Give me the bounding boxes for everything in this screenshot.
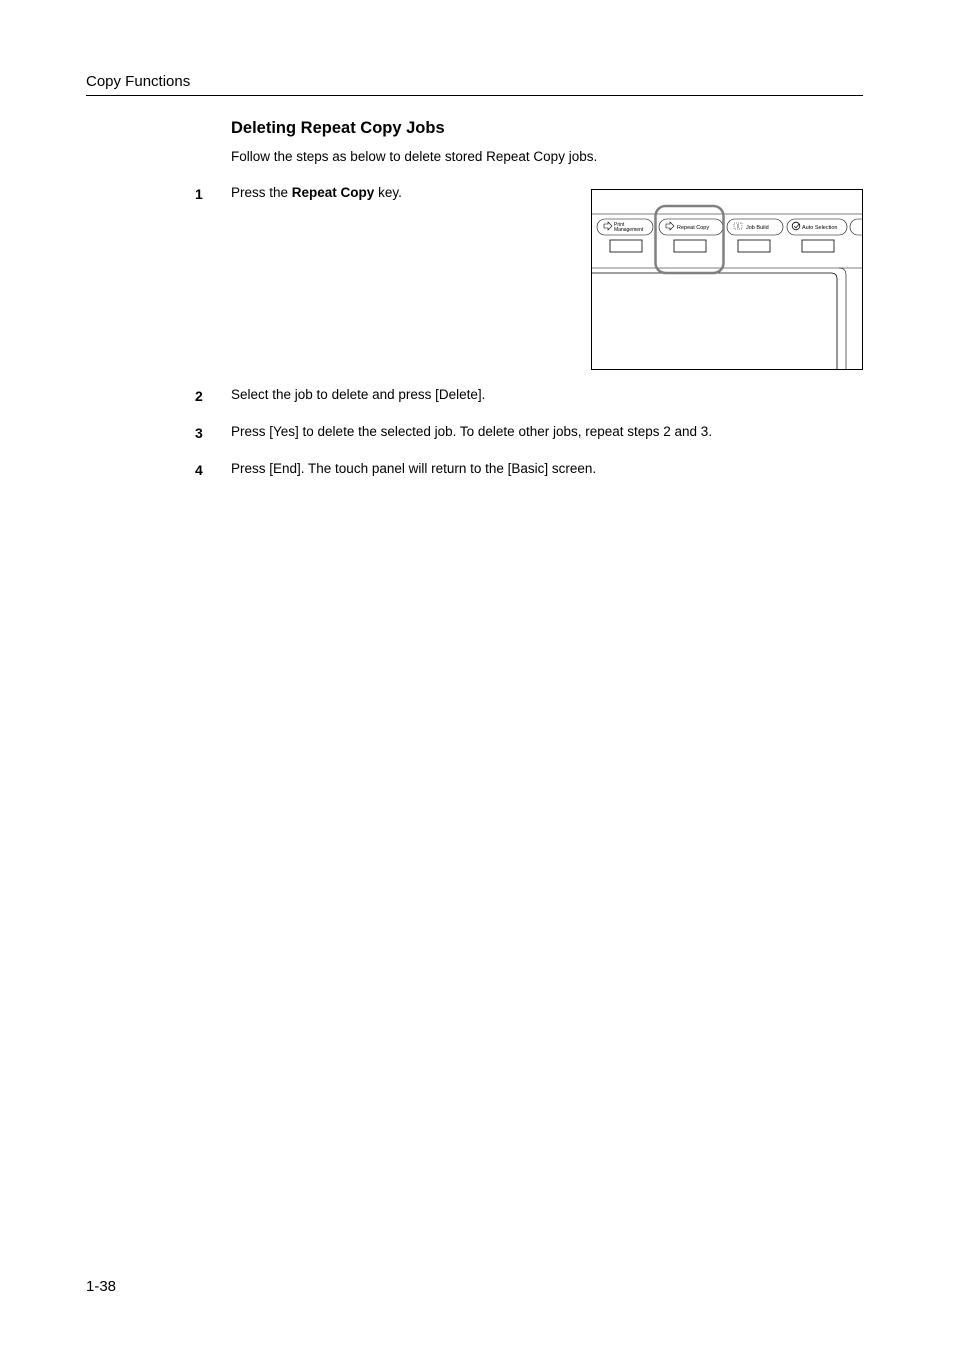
step-4-text: Press [End]. The touch panel will return to the [Basic] screen.: [231, 461, 597, 476]
repeat-copy-label: Repeat Copy: [677, 225, 710, 231]
print-management-label-2: Management: [614, 227, 644, 233]
step-2-text: Select the job to delete and press [Delete].: [231, 387, 486, 402]
step-1-text: [231, 184, 402, 202]
step-4-number: 4: [195, 462, 203, 478]
job-build-label: Job Build: [746, 225, 769, 231]
section-title: Deleting Repeat Copy Jobs: [231, 119, 445, 137]
header-section-title: Copy Functions: [86, 73, 191, 90]
step-1-text-after: key.: [374, 185, 402, 200]
step-1-text-before: Press the: [231, 185, 292, 200]
step-1-key-name: Repeat Copy: [291, 185, 375, 200]
section-intro: Follow the steps as below to delete stored Repeat Copy jobs.: [231, 149, 598, 164]
step-3-text: Press [Yes] to delete the selected job. To delete other jobs, repeat steps 2 and 3.: [231, 424, 713, 439]
step-2-number: 2: [195, 388, 203, 404]
auto-selection-label: Auto Selection: [802, 225, 838, 231]
step-3-number: 3: [195, 425, 203, 441]
step-1-number: 1: [195, 186, 203, 202]
page-header: [86, 72, 863, 96]
operation-panel-illustration: [591, 189, 863, 370]
print-management-label-1: Print: [614, 222, 625, 228]
page-number: 1-38: [86, 1278, 117, 1295]
